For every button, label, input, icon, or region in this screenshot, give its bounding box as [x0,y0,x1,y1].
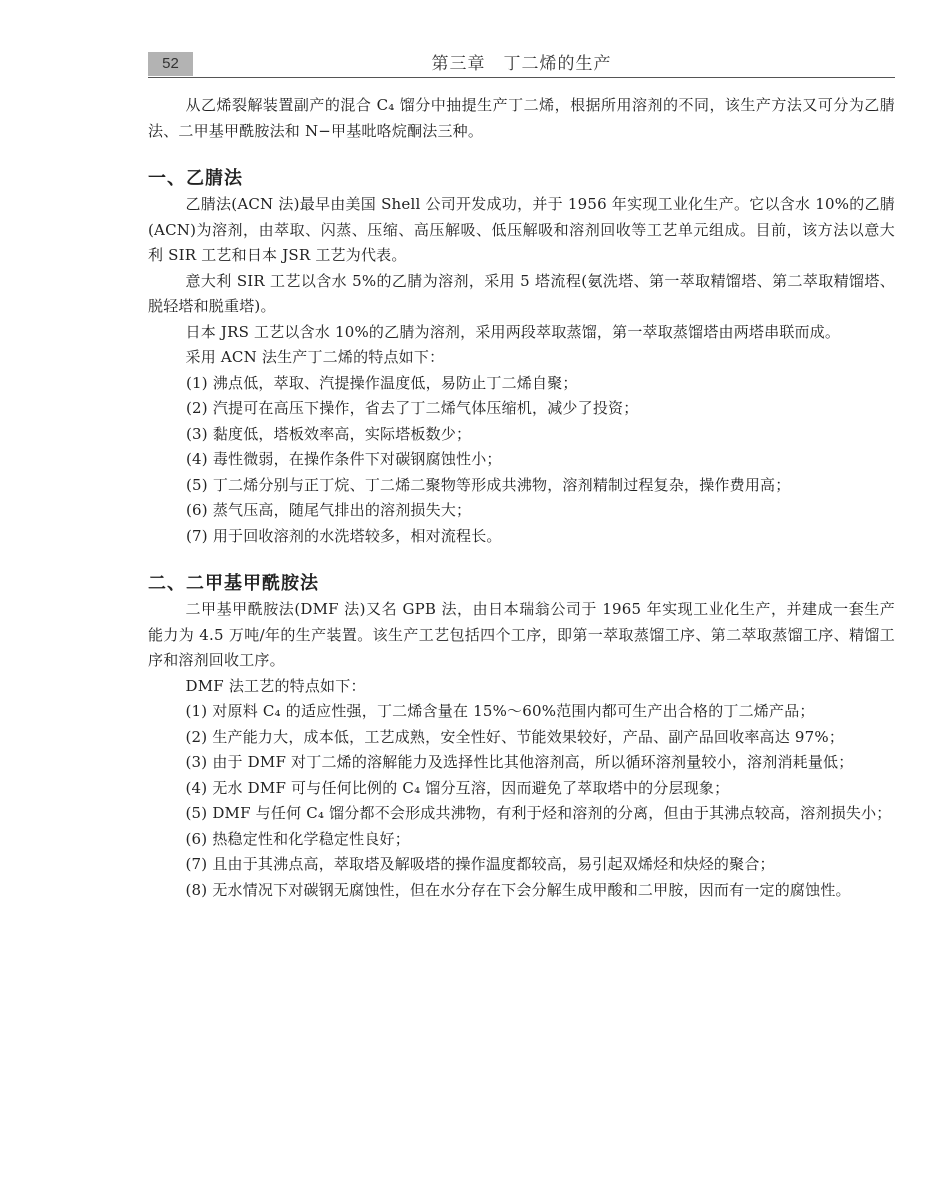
list-item: (4) 毒性微弱，在操作条件下对碳钢腐蚀性小； [186,450,502,468]
page-number: 52 [148,52,193,76]
list-item: (2) 生产能力大，成本低，工艺成熟，安全性好、节能效果较好，产品、副产品回收率高达 97%； [185,727,845,746]
list-item: (4) 无水 DMF 可与任何比例的 C₄ 馏分互溶，因而避免了萃取塔中的分层现象； [185,778,730,797]
list-item: (5) DMF 与任何 C₄ 馏分都不会形成共沸物，有利于烃和溶剂的分离，但由于其沸点较高，溶剂损失小； [185,804,892,822]
paragraph: 意大利 SIR 工艺以含水 5%的乙腈为溶剂，采用 5 塔流程(氨洗塔、第一萃取精馏塔、第二萃取精馏塔、脱轻塔和脱重塔)。 [148,271,895,315]
list-item: (6) 蒸气压高，随尾气排出的溶剂损失大； [186,501,472,519]
list-item: (3) 由于 DMF 对丁二烯的溶解能力及选择性比其他溶剂高，所以循环溶剂量较小，溶剂消耗量低； [185,753,854,771]
paragraph: 二甲基甲酰胺法(DMF 法)又名 GPB 法，由日本瑞翁公司于 1965 年实现工业化生产，并建成一套生产能力为 4.5 万吨/年的生产装置。该生产工艺包括四个工序，即第一萃取蒸馏工序、第二萃取蒸馏工序、精馏工序和溶剂回收工序。 [148,600,895,669]
list-item: (6) 热稳定性和化学稳定性良好； [185,829,410,848]
paragraph: 乙腈法(ACN 法)最早由美国 Shell 公司开发成功，并于 1956 年实现工业化生产。它以含水 10%的乙腈(ACN)为溶剂，由萃取、闪蒸、压缩、高压解吸、低压解吸和溶剂回收等工艺单元组成。目前，该方法以意大利 SIR 工艺和日本 JSR 工艺为代表。 [148,195,895,264]
chapter-title: 第三章 丁二烯的生产 [431,54,612,74]
list-item: (1) 对原料 C₄ 的适应性强，丁二烯含量在 15%～60%范围内都可生产出合格的丁二烯产品； [185,702,815,720]
section-heading-dmf: 二、二甲基甲酰胺法 [148,573,319,594]
intro-paragraph: 从乙烯裂解装置副产的混合 C₄ 馏分中抽提生产丁二烯，根据所用溶剂的不同，该生产方法又可分为乙腈法、二甲基甲酰胺法和 N−甲基吡咯烷酮法三种。 [148,96,895,140]
page-header [148,50,895,78]
section-heading-acn: 一、乙腈法 [148,168,243,189]
paragraph: 日本 JRS 工艺以含水 10%的乙腈为溶剂，采用两段萃取蒸馏，第一萃取蒸馏塔由两塔串联而成。 [185,322,841,341]
list-item: (3) 黏度低，塔板效率高，实际塔板数少； [186,424,472,443]
list-item: (2) 汽提可在高压下操作，省去了丁二烯气体压缩机，减少了投资； [186,399,639,417]
header-rule [148,77,895,78]
list-item: (5) 丁二烯分别与正丁烷、丁二烯二聚物等形成共沸物，溶剂精制过程复杂，操作费用高； [186,475,791,494]
page-body [148,93,895,903]
list-item: (1) 沸点低，萃取、汽提操作温度低，易防止丁二烯自聚； [186,373,578,392]
list-item: (7) 用于回收溶剂的水洗塔较多，相对流程长。 [186,526,502,545]
list-item: (7) 且由于其沸点高，萃取塔及解吸塔的操作温度都较高，易引起双烯烃和炔烃的聚合； [185,855,775,873]
paragraph: 采用 ACN 法生产丁二烯的特点如下： [185,348,445,366]
list-item: (8) 无水情况下对碳钢无腐蚀性，但在水分存在下会分解生成甲酸和二甲胺，因而有一定的腐蚀性。 [185,880,851,899]
paragraph: DMF 法工艺的特点如下： [185,676,366,695]
